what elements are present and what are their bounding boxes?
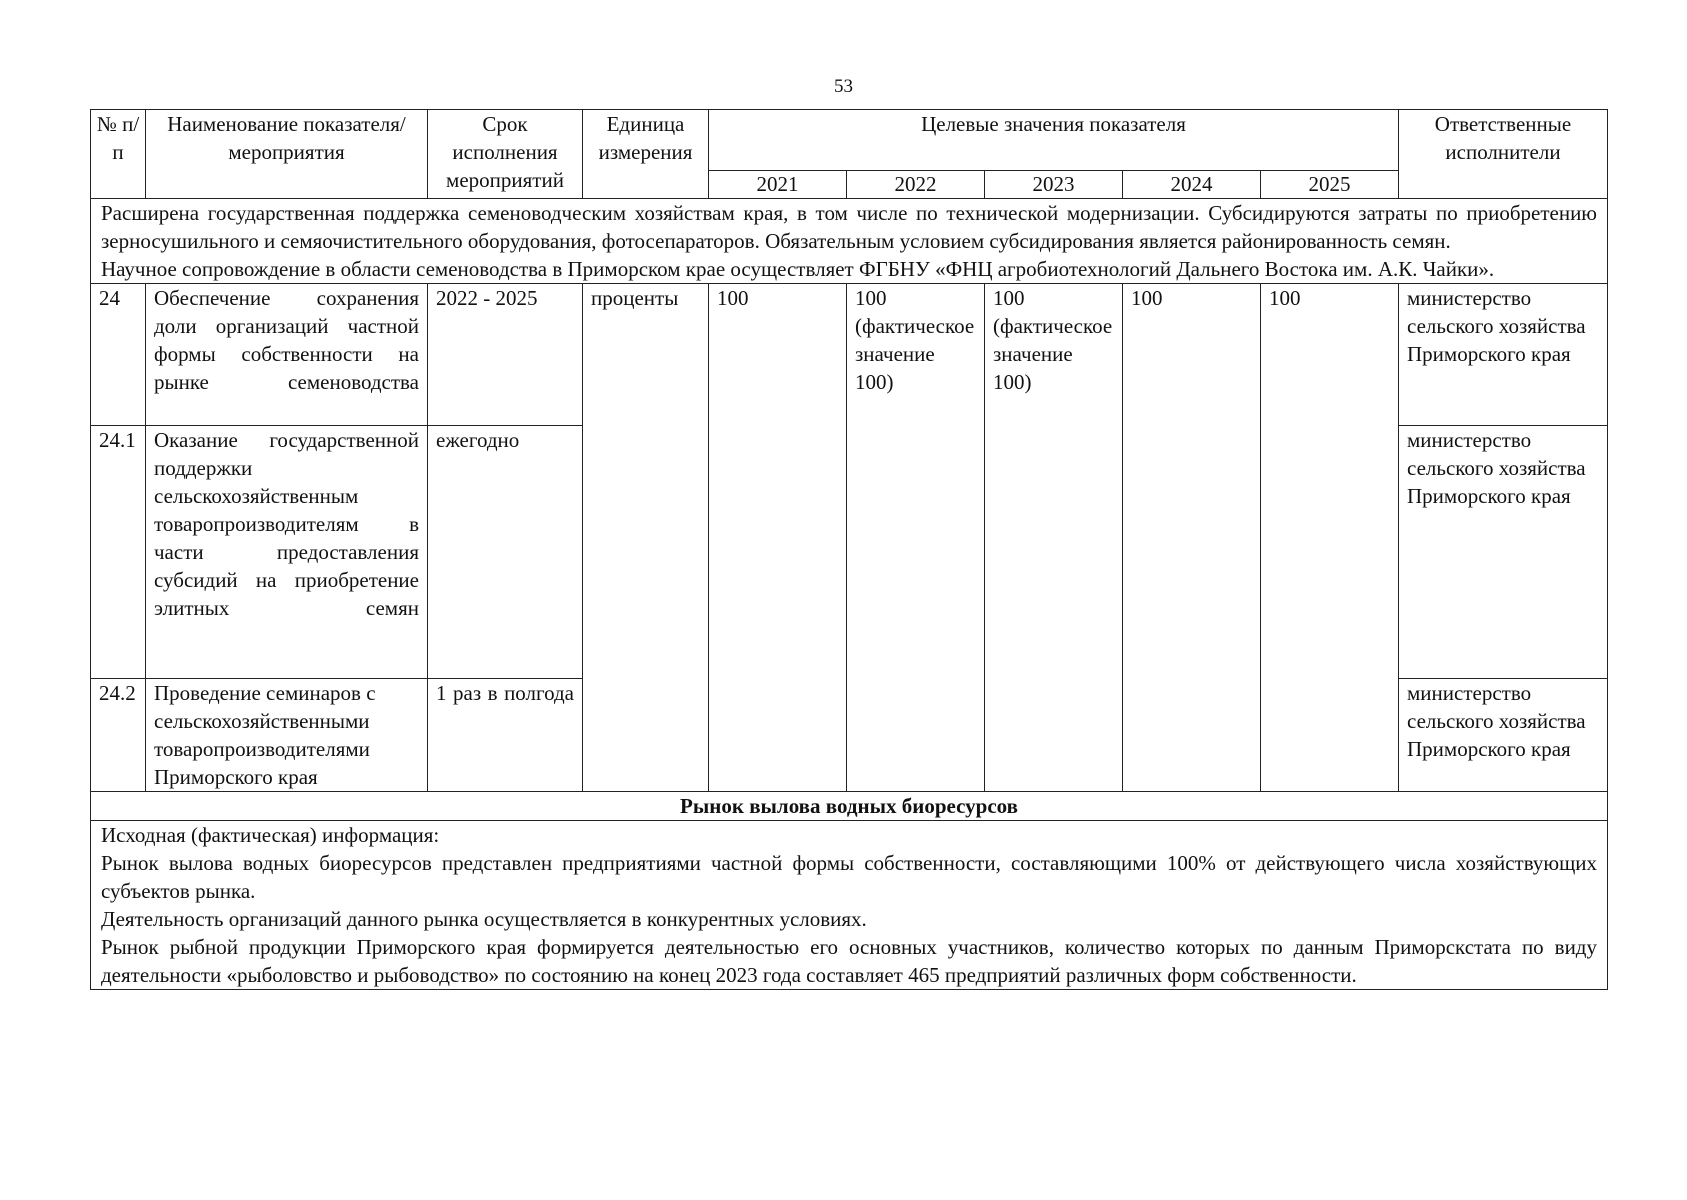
section-paragraph-4: Рынок рыбной продукции Приморского края формируется деятельностью его основных участников, количество которых по данным Приморскстата по виду деятельности «рыболовство и рыбоводство» по состоянию на конец 2023 года составляет 465 предприятий различных форм собственности. (101, 935, 1597, 987)
row-responsible: министерство сельского хозяйства Приморского края (1399, 284, 1608, 426)
row-responsible: министерство сельского хозяйства Приморского края (1399, 426, 1608, 679)
value-empty (1123, 426, 1261, 679)
section-paragraph-3: Деятельность организаций данного рынка осуществляется в конкурентных условиях. (101, 907, 867, 931)
header-name: Наименование показателя/мероприятия (146, 110, 428, 199)
header-year-2021: 2021 (709, 171, 847, 199)
intro-paragraph-1: Расширена государственная поддержка семеноводческим хозяйствам края, в том числе по технической модернизации. Субсидируются затраты по приобретению зерносушильного и семяочистительного оборудования, фотосепараторов. Обязательным условием субсидирования является районированность семян. (101, 201, 1597, 253)
header-year-2022: 2022 (847, 171, 985, 199)
intro-paragraph-2: Научное сопровождение в области семеноводства в Приморском крае осуществляет ФГБНУ «ФНЦ агробиотехнологий Дальнего Востока им. А.К. Чайки». (101, 257, 1495, 281)
header-num: № п/п (91, 110, 146, 199)
row-unit-empty (583, 679, 709, 792)
page-number: 53 (834, 76, 853, 97)
row-num: 24 (91, 284, 146, 426)
row-name: Оказание государственной поддержки сельскохозяйственным товаропроизводителям в части предоставления субсидий на приобретение элитных семян (146, 426, 428, 679)
row-unit-empty (583, 426, 709, 679)
header-year-2024: 2024 (1123, 171, 1261, 199)
table-row (91, 679, 1608, 792)
value-2025: 100 (1261, 284, 1399, 426)
table-row (91, 284, 1608, 426)
table-row (91, 426, 1608, 679)
value-empty (1261, 426, 1399, 679)
header-responsible: Ответственные исполнители (1399, 110, 1608, 199)
intro-block (91, 199, 1608, 284)
value-empty (1123, 679, 1261, 792)
section-paragraph-1: Исходная (фактическая) информация: (101, 823, 440, 847)
header-term: Срок исполнения мероприятий (428, 110, 583, 199)
section-text-block (91, 821, 1608, 990)
value-empty (847, 679, 985, 792)
value-2021: 100 (709, 284, 847, 426)
row-num: 24.1 (91, 426, 146, 679)
value-empty (985, 679, 1123, 792)
indicators-table (90, 109, 1608, 990)
row-term: 1 раз в полгода (428, 679, 583, 792)
value-empty (1261, 679, 1399, 792)
value-2022: 100 (фактическое значение 100) (847, 284, 985, 426)
value-empty (709, 426, 847, 679)
value-2023: 100 (фактическое значение 100) (985, 284, 1123, 426)
row-term: 2022 - 2025 (428, 284, 583, 426)
row-name: Обеспечение сохранения доли организаций частной формы собственности на рынке семеноводства (146, 284, 428, 426)
header-targets: Целевые значения показателя (709, 110, 1399, 171)
header-year-2025: 2025 (1261, 171, 1399, 199)
value-empty (847, 426, 985, 679)
header-year-2023: 2023 (985, 171, 1123, 199)
row-num: 24.2 (91, 679, 146, 792)
header-unit: Единица измерения (583, 110, 709, 199)
value-2024: 100 (1123, 284, 1261, 426)
row-unit: проценты (583, 284, 709, 426)
row-responsible: министерство сельского хозяйства Приморского края (1399, 679, 1608, 792)
section-title: Рынок вылова водных биоресурсов (91, 792, 1608, 821)
value-empty (985, 426, 1123, 679)
row-term: ежегодно (428, 426, 583, 679)
row-name: Проведение семинаров с сельскохозяйственными товаропроизводителями Приморского края (146, 679, 428, 792)
section-paragraph-2: Рынок вылова водных биоресурсов представлен предприятиями частной формы собственности, составляющими 100% от действующего числа хозяйствующих субъектов рынка. (101, 851, 1597, 903)
value-empty (709, 679, 847, 792)
